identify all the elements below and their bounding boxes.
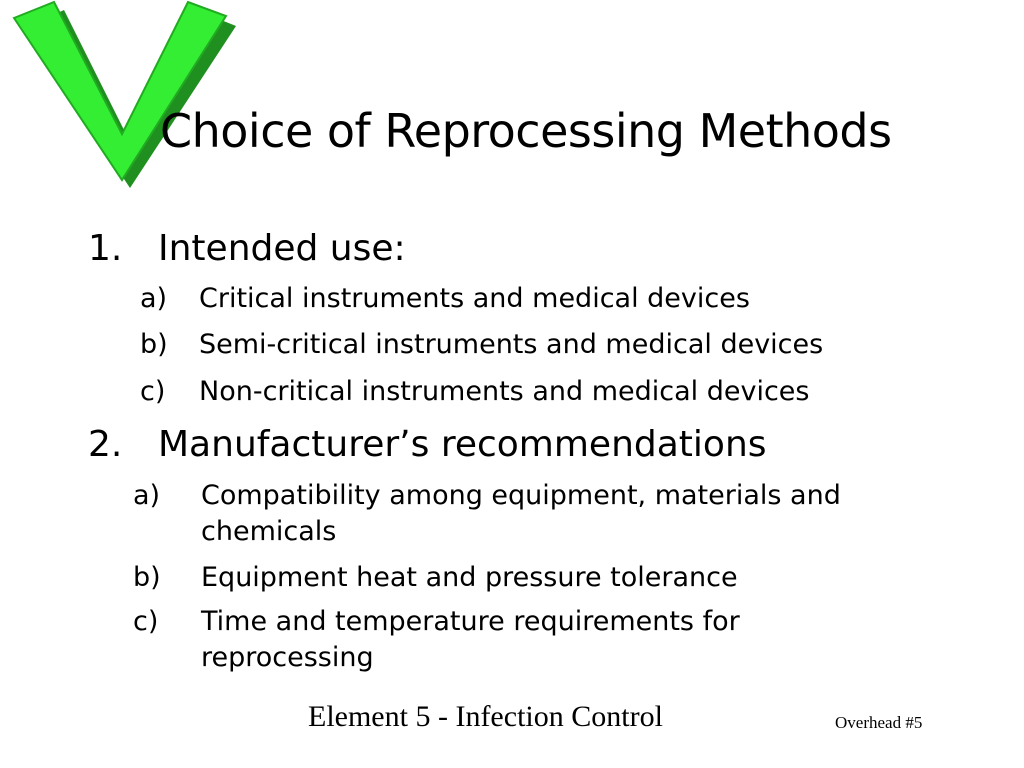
list-number: 2. (88, 424, 123, 465)
sub-list-text: Non-critical instruments and medical devices (199, 376, 810, 407)
checkmark-icon (0, 0, 250, 200)
overhead-number: Overhead #5 (835, 713, 923, 732)
sub-list-item (133, 478, 913, 552)
sub-list-text: Compatibility among equipment, materials and chemicals (201, 480, 841, 547)
sub-list-letter: c) (140, 376, 166, 407)
sub-list-text: Equipment heat and pressure tolerance (201, 562, 738, 593)
sub-list-item (140, 327, 900, 363)
sub-list-letter: b) (140, 329, 168, 360)
sub-list-item (140, 374, 900, 410)
sub-list-text: Critical instruments and medical devices (199, 283, 750, 314)
sub-list-letter: c) (133, 606, 159, 637)
sub-list-text: Time and temperature requirements for reprocessing (201, 606, 740, 673)
sub-list-letter: a) (133, 480, 161, 511)
list-text: Intended use: (158, 228, 406, 269)
sub-list-item (133, 560, 913, 596)
sub-list-item (133, 604, 913, 678)
list-text: Manufacturer’s recommendations (158, 424, 767, 465)
sub-list-item (140, 281, 900, 317)
sub-list-text: Semi-critical instruments and medical devices (199, 329, 824, 360)
slide-title: Choice of Reprocessing Methods (160, 104, 892, 158)
list-item (88, 228, 788, 272)
sub-list-letter: b) (133, 562, 161, 593)
sub-list-letter: a) (140, 283, 168, 314)
footer-title: Element 5 - Infection Control (308, 700, 663, 733)
list-number: 1. (88, 228, 123, 269)
list-item (88, 424, 888, 468)
